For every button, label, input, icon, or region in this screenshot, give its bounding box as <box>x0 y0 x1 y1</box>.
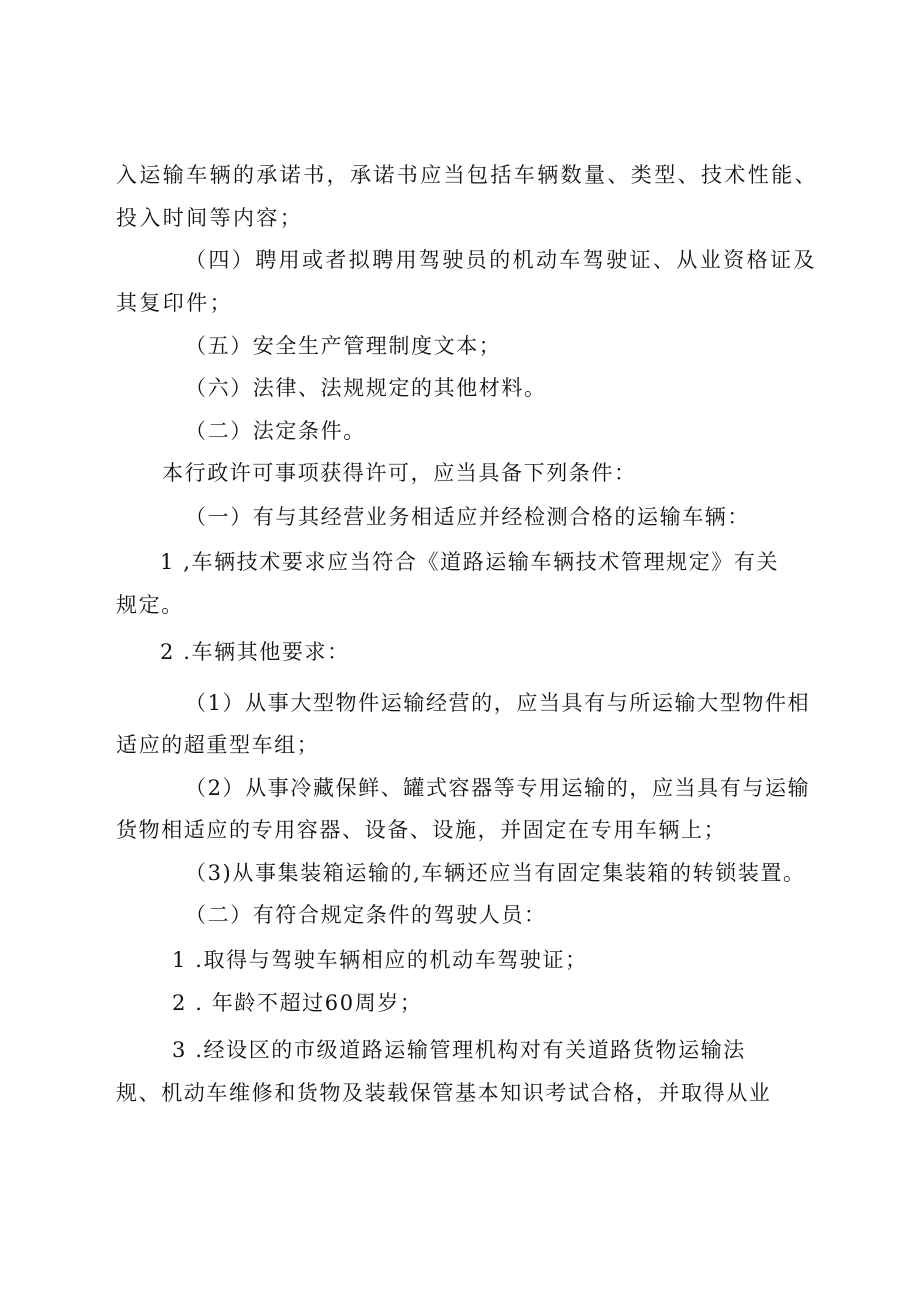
text-line-15: （2）从事冷藏保鲜、罐式容器等专用运输的，应当具有与运输 <box>185 776 811 800</box>
text-line-18: （二）有符合规定条件的驾驶人员： <box>185 903 547 927</box>
text-line-10: 1 ,车辆技术要求应当符合《道路运输车辆技术管理规定》有关 <box>160 550 780 574</box>
text-line-17: （3)从事集装箱运输的,车辆还应当有固定集装箱的转锁装置。 <box>185 861 806 885</box>
text-line-13: （1）从事大型物件运输经营的，应当具有与所运输大型物件相 <box>185 691 811 715</box>
text-line-9: （一）有与其经营业务相适应并经检测合格的运输车辆： <box>185 505 750 529</box>
text-line-19: 1 .取得与驾驶车辆相应的机动车驾驶证； <box>172 948 588 972</box>
text-line-5: （五）安全生产管理制度文本； <box>185 334 502 358</box>
text-line-2: 投入时间等内容； <box>116 206 304 230</box>
text-line-8: 本行政许可事项获得许可，应当具备下列条件： <box>162 461 637 485</box>
text-line-7: （二）法定条件。 <box>185 419 366 443</box>
text-line-11: 规定。 <box>116 593 184 617</box>
text-line-3: （四）聘用或者拟聘用驾驶员的机动车驾驶证、从业资格证及 <box>185 248 817 272</box>
text-line-12: 2 .车辆其他要求： <box>160 640 350 664</box>
text-line-6: （六）法律、法规规定的其他材料。 <box>185 376 547 400</box>
text-line-20: 2 . 年龄不超过60周岁； <box>172 991 423 1015</box>
text-line-16: 货物相适应的专用容器、设备、设施，并固定在专用车辆上； <box>116 818 727 842</box>
text-line-1: 入运输车辆的承诺书，承诺书应当包括车辆数量、类型、技术性能、 <box>116 163 818 187</box>
text-line-21: 3 .经设区的市级道路运输管理机构对有关道路货物运输法 <box>172 1038 746 1062</box>
text-line-4: 其复印件； <box>116 291 233 315</box>
text-line-22: 规、机动车维修和货物及装载保管基本知识考试合格，并取得从业 <box>116 1081 772 1105</box>
text-line-14: 适应的超重型车组； <box>116 733 320 757</box>
